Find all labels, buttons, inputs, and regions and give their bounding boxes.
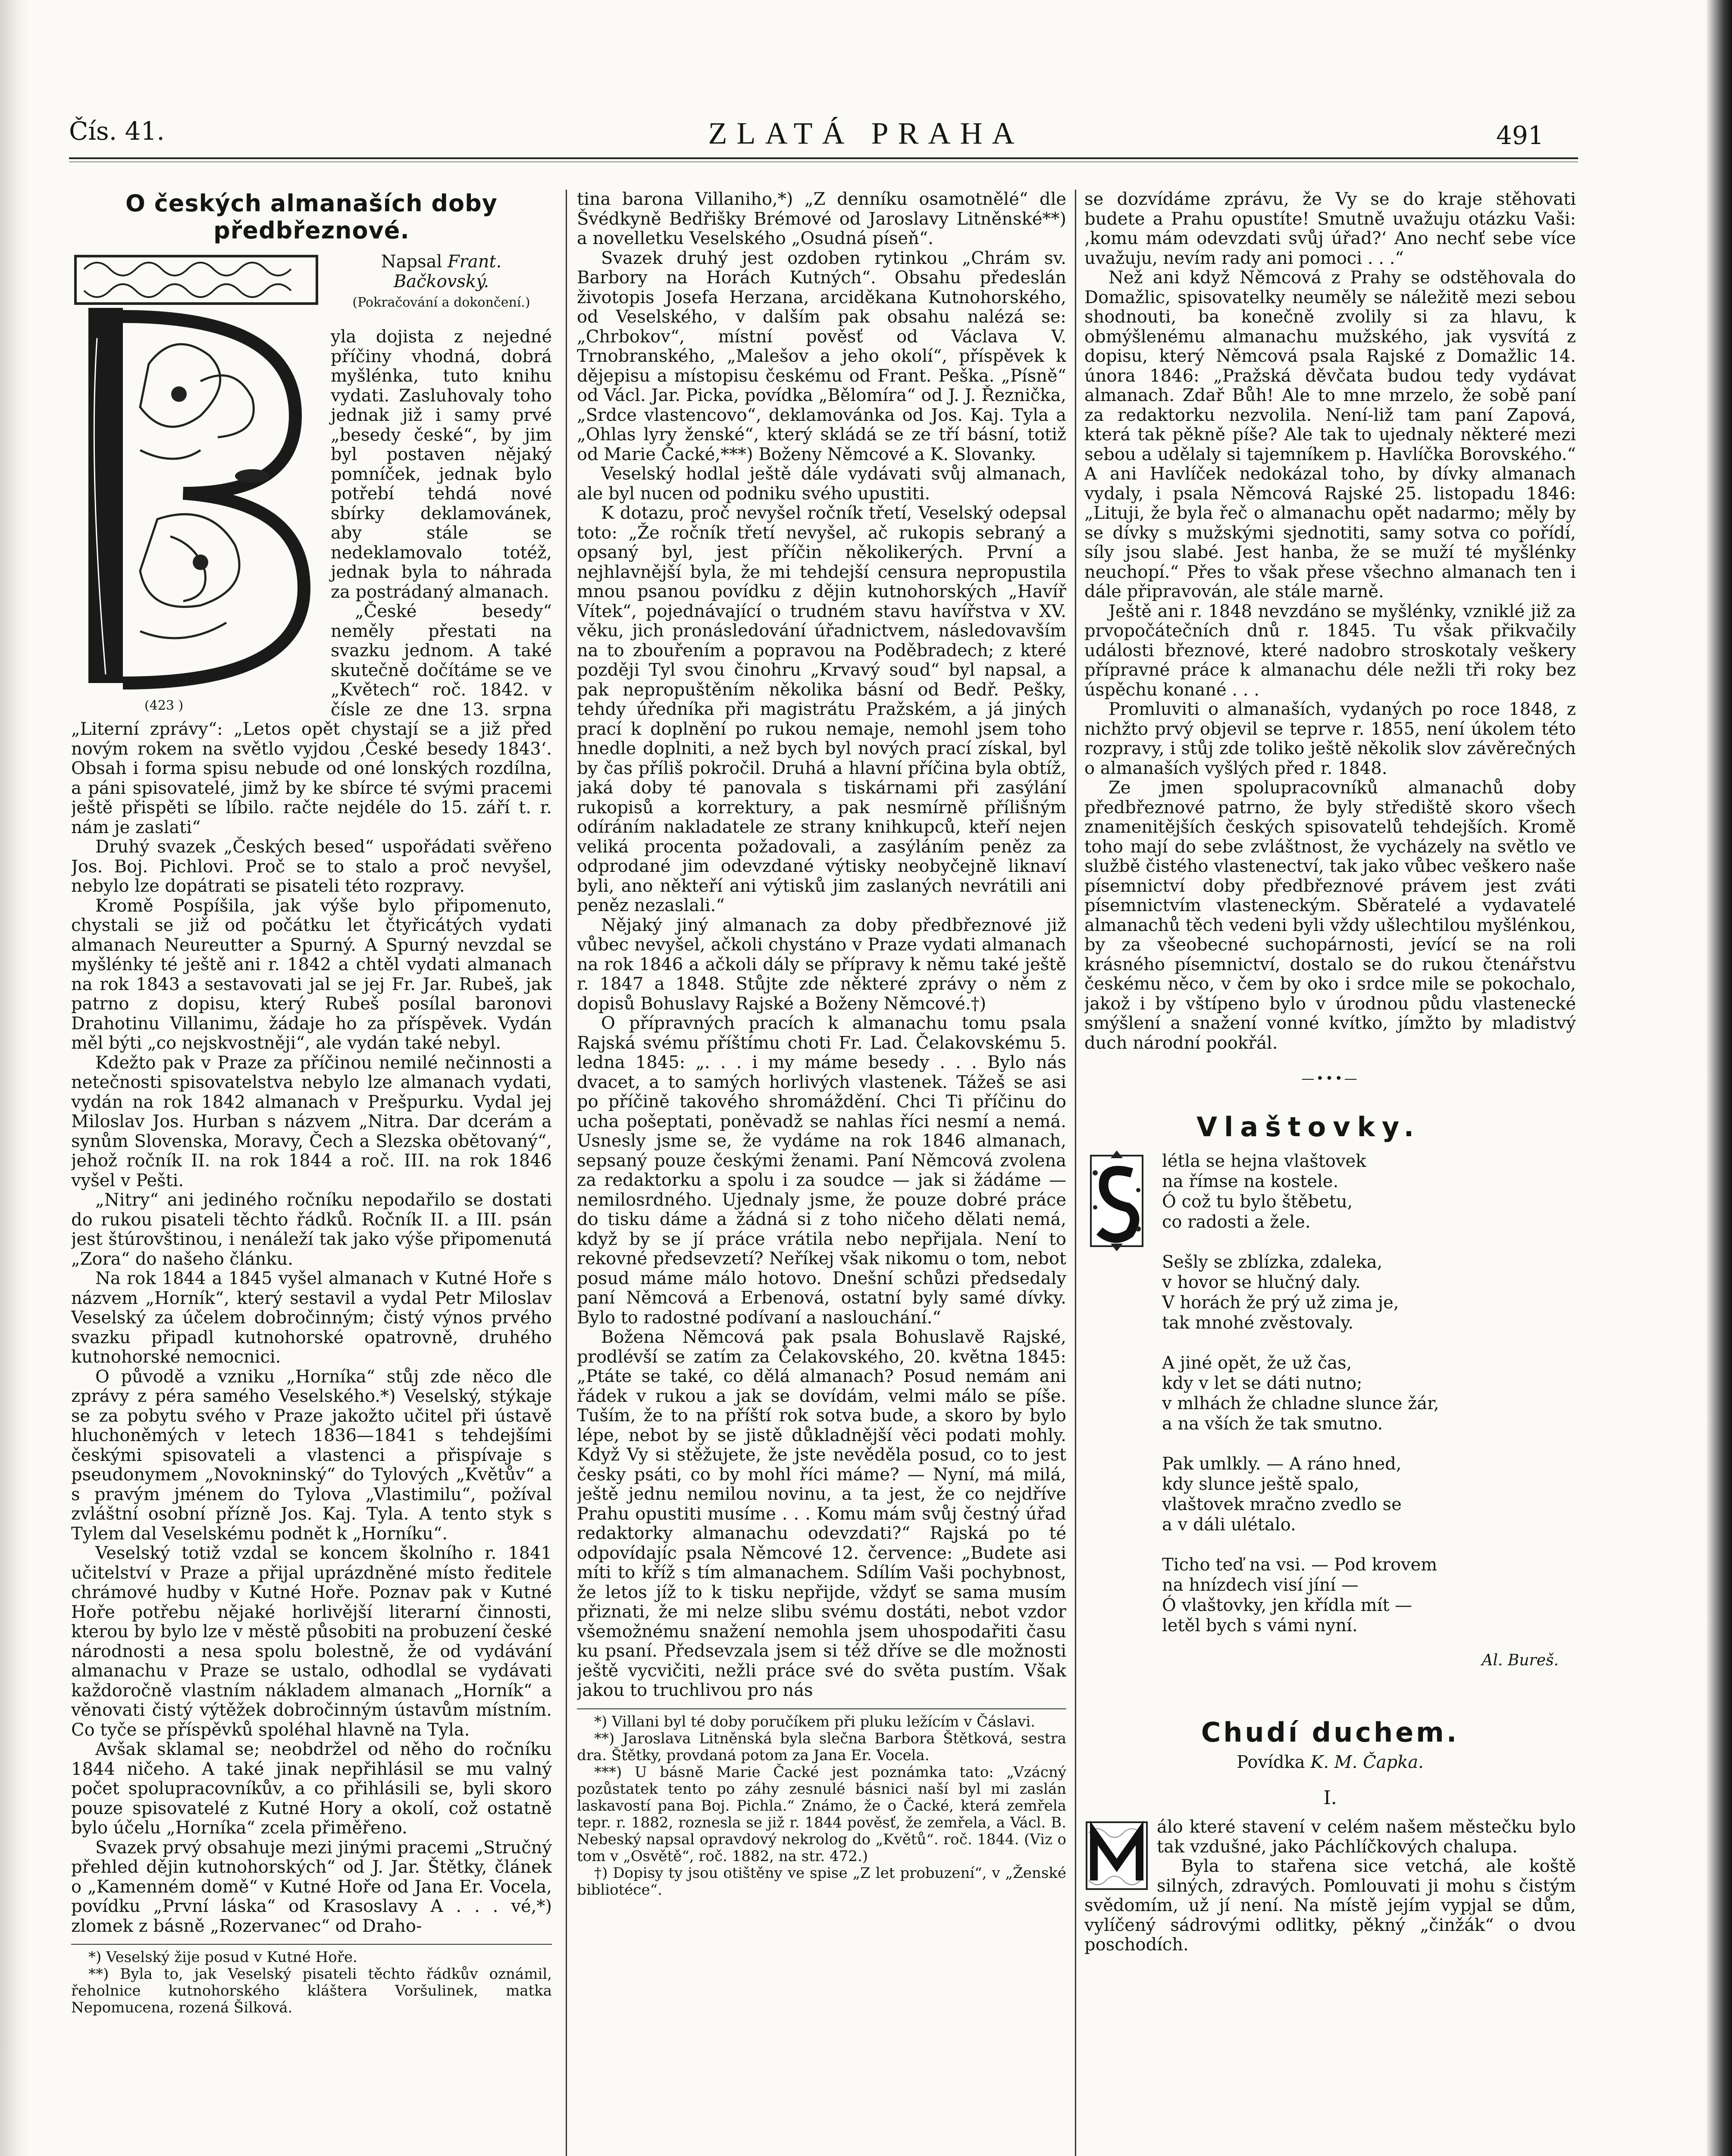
poem-line: A jiné opět, že už čas, [1162, 1353, 1352, 1373]
article-body-col3 [1084, 190, 1576, 1053]
footnote: *) Villani byl té doby poručíkem při pluku ležícím v Čáslavi. [594, 1713, 1035, 1730]
poem-line: v hovor se hlučný daly. [1162, 1272, 1361, 1292]
poem-line: Pak umlkly. — A ráno hned, [1162, 1454, 1402, 1474]
poem-line: tak mnohé zvěstovaly. [1162, 1313, 1354, 1333]
poem-line: na hnízdech visí jíní — [1162, 1575, 1359, 1595]
paragraph: Ještě ani r. 1848 nevzdáno se myšlénky, vzniklé již za prvopočátečních dnů r. 1845. Tu však přikvačily události březnové, které nadobro stroskotaly veškery přípravné práce k almanachu déle nežli tři roky bez úspěchu konané . . . [1084, 601, 1576, 700]
issue-number: Čís. 41. [69, 116, 165, 146]
decorative-initial-b [71, 252, 321, 713]
continuation-note: (Pokračování a dokončení.) [352, 295, 530, 310]
column-rule-2 [1075, 190, 1076, 2156]
poem-line: kdy v let se dáti nutno; [1162, 1373, 1362, 1393]
paragraph: Avšak sklamal se; neobdržel od něho do ročníku 1844 ničeho. A také jinak nepřihlásil se mu valný počet spolupracovníkův, a co přihlásili se, byli skoro pouze spisovatelé z Kutné Hory a okolí, což ostatně bylo účelu „Horníka“ zcela přiměřeno. [71, 1739, 552, 1838]
article-title: O českých almanaších doby předbřeznové. [125, 190, 498, 244]
paragraph: O přípravných pracích k almanachu tomu psala Rajská svému příštímu choti Fr. Lad. Čelakovskému 5. ledna 1845: „. . . i my máme besedy . . . Bylo nás dvacet, a to samých horlivých vlastenek. Tážeš se asi po příčině takového shromáždění. Chci Ti příčinu do ucha pošeptati, poněvadž se nahlas říci nesmí a nemá. Usnesly jsme se, že vydáme na rok 1846 almanach, sepsaný pouze českými ženami. Paní Němcová zvolena za redaktorku a spolu i za soudce — jak si žádáme — nemilosrdného. Ujednaly jsme, že pouze dobré práce do tisku dáme a žádná si z toho ničeho dělati nemá, když by se jí práce vrátila nebo nepřijala. Není to rekovné předsevzetí? Neříkej však nikomu o tom, nebot posud máme málo hotovo. Dnešní schůzi předsedaly paní Němcová a Erbenová, ostatní byly samé dívky. Bylo to radostné podívaní a naslouchání.“ [577, 1013, 1066, 1328]
poem-line: letěl bych s vámi nyní. [1162, 1616, 1358, 1636]
poem-stanza [1162, 1454, 1576, 1535]
article-author: Frant. Bačkovský. [393, 252, 502, 291]
paragraph: Promluviti o almanaších, vydaných po roce 1848, z nichžto prvý objevil se teprve r. 1855, není úkolem této rozpravy, i stůj zde toliko ještě několik slov závěrečných o almanaších vyšlých před r. 1848. [1084, 699, 1576, 778]
paragraph: Veselský totiž vzdal se koncem školního r. 1841 učitelství v Praze a přijal uprázdněné místo ředitele chrámové hudby v Kutné Hoře. Poznav pak v Kutné Hoře potřebu nějaké horlivější literarní činnosti, kterou by bylo lze v městě působiti na probuzení české národnosti a nesa spolu bolestně, že od vydávání almanachu v Praze se ustalo, odhodlal se vydávati každoročně vlastním nákladem almanach „Horník“ a věnovati čistý výtěžek dobročinným ústavům místním. Co tyče se příspěvků spoléhal hlavně na Tyla. [71, 1543, 552, 1740]
ornate-initial-m-icon [1084, 1820, 1149, 1891]
poem-line: Ó vlaštovky, jen křídla mít — [1162, 1595, 1413, 1615]
footnote: †) Dopisy ty jsou otištěny ve spise „Z let probuzení“, v „Ženské bibliotéce“. [577, 1864, 1066, 1899]
page-number: 491 [1496, 121, 1544, 150]
paragraph: Kdežto pak v Praze za příčinou nemilé nečinnosti a netečnosti spisovatelstva nebylo lze almanach vydati, vydán na rok 1842 almanach v Prešpurku. Vydal jej Miloslav Jos. Hurban s názvem „Nitra. Dar dcerám a synům Slovenska, Moravy, Čech a Slezska obětovaný“, jehož ročník II. na rok 1844 a roč. III. na rok 1846 vyšel v Pešti. [71, 1053, 552, 1191]
column-2 [577, 190, 1066, 2156]
poem-stanza [1162, 1252, 1576, 1333]
story-chapter-number: I. [1323, 1787, 1337, 1809]
footnotes-col1 [71, 1944, 552, 2016]
story-byline-prefix: Povídka [1237, 1752, 1305, 1772]
paragraph: Svazek druhý jest ozdoben rytinkou „Chrám sv. Barbory na Horách Kutných“. Obsahu předeslán životopis Josefa Herzana, arciděkana Kutnohorského, od Veselského, v dalším pak obsahu nalézá se: „Chrbokov“, místní pověsť od Václava V. Trnobranského, „Malešov a jeho okolí“, příspěvek k dějepisu a místopisu českému od Frant. Peška. „Písně“ od Václ. Jar. Picka, povídka „Bělomíra“ od J. J. Řeznička, „Srdce vlastencovo“, deklamovánka od Jos. Kaj. Tyla a „Ohlas lyry ženské“, který skládá se ze tří básní, totiž od Marie Čacké,***) Boženy Němcové a K. Slovanky. [577, 248, 1066, 464]
paragraph: Veselský hodlal ještě dále vydávati svůj almanach, ale byl nucen od podniku svého upustiti. [577, 464, 1066, 504]
paragraph: álo které stavení v celém našem městečku bylo tak vzdušné, jako Páchlíčkových chalupa. [1157, 1817, 1576, 1857]
poem-line: na římse na kostele. [1162, 1172, 1339, 1191]
article-body-col2 [577, 190, 1066, 1701]
footnotes-col2 [577, 1708, 1066, 1899]
paragraph: tina barona Villaniho,*) „Z denníku osamotnělé“ dle Švédkyně Bedřišky Brémové od Jaroslavy Litněnské**) a novelletku Veselského „Osudná píseň“. [577, 190, 1066, 248]
magazine-title: ZLATÁ PRAHA [708, 116, 1024, 150]
paragraph: se dozvídáme zprávu, že Vy se do kraje stěhovati budete a Prahu opustíte! Smutně uvažuju otázku Vaši: ‚komu mám odevzdati svůj úřad?‘ Ano nechť sebe více uvažuju, nevím rady ani pomoci . . .“ [1084, 190, 1576, 268]
paragraph: O původě a vzniku „Horníka“ stůj zde něco dle zprávy z péra samého Veselského.*) Veselský, stýkaje se za pobytu svého v Praze jakožto učitel při ústavě hluchoněmých v letech 1836—1841 s tehdejšími českými spisovateli a vlastenci a přispívaje s pseudonymem „Novokninský“ do Tylových „Květův“ a s pravým jménem do Tylova „Vlastimilu“, požíval zvláštní osobní přízně Jos. Kaj. Tyla. A tento styk s Tylem dal Veselskému podnět k „Horníku“. [71, 1366, 552, 1544]
footnote: **) Byla to, jak Veselský pisateli těchto řádkův oznámil, řeholnice kutnohorského kláštera Voršulinek, matka Nepomucena, rozená Šilková. [71, 1965, 552, 2016]
poem-stanza [1162, 1555, 1576, 1636]
poem-body [1162, 1151, 1576, 1636]
paragraph: Božena Němcová pak psala Bohuslavě Rajské, prodlévší se zatím za Čelakovského, 20. května 1845: „Ptáte se také, co dělá almanach? Posud nemám ani řádek v rukou a jak se dovídám, velmi málo se píše. Tuším, že to na příští rok sotva bude, a skoro by bylo lépe, nebot by se jistě důkladnější věci podati mohly. Když Vy si stěžujete, že jste nevěděla posud, co to jest česky psáti, co by mohl říci máme? — Nyní, má milá, ještě jednu nemilou novinu, a ta jest, že co nejdříve Prahu opustiti musíme . . . Komu mám svůj čestný úřad redaktorky almanachu odevzdati?“ Rajská po té odpovídajíc psala Němcové 12. července: „Budete asi míti to kříž s tím almanachem. Sdílím Vaši pochybnost, že letos jíž to k tisku nepřijde, vždyť se sama musím přiznati, že mi nelze slibu svému dostáti, nebot vzdor všemožnému snažení nemohla jsem uhospodařiti času ku psaní. Předsevzala jsem si též dříve se dle možnosti ještě vycvičiti, nežli práce své do světa pustím. Však jakou to truchlivou pro nás [577, 1327, 1066, 1700]
story-byline [1084, 1752, 1576, 1772]
poem-line: co radosti a žele. [1162, 1212, 1311, 1232]
poem-line: a v dáli ulétalo. [1162, 1515, 1296, 1535]
ornate-initial-s-icon [1084, 1147, 1149, 1255]
footnote: **) Jaroslava Litněnská byla slečna Barbora Štětková, sestra dra. Štětky, provdaná potom za Jana Er. Vocela. [577, 1730, 1066, 1764]
poem-stanza [1162, 1151, 1576, 1232]
section-ornament: —•••— [1301, 1071, 1359, 1086]
paragraph: Byla to stařena sice vetchá, ale koště silných, zdravých. Pomlouvati ji mohu s čistým svědomím, už jí není. Na místě jejím vypjal se dům, vylíčený sádrovými odlitky, pěkný „činžák“ o dvou poschodích. [1084, 1856, 1576, 1955]
floral-initial-b-icon [71, 252, 321, 696]
paragraph: Svazek prvý obsahuje mezi jinými pracemi „Stručný přehled dějin kutnohorských“ od J. Jar. Štětky, článek o „Kamenném domě“ v Kutné Hoře od Jana Er. Vocela, povídku „První láska“ od Krasoslavy A . . . vé,*) zlomek z básně „Rozervanec“ od Draho- [71, 1837, 552, 1936]
column-rule-1 [566, 190, 567, 2156]
story-body [1084, 1818, 1576, 1955]
poem-line: létla se hejna vlaštovek [1162, 1151, 1366, 1171]
poem-title: Vlaštovky. [1196, 1111, 1421, 1143]
poem-line: Ó což tu bylo štěbetu, [1162, 1192, 1353, 1212]
page-spine-shadow [0, 0, 30, 2156]
poem-line: kdy slunce ještě spalo, [1162, 1474, 1359, 1494]
poem-author: Al. Bureš. [1481, 1651, 1559, 1669]
column-3 [1084, 190, 1576, 2156]
paragraph: Na rok 1844 a 1845 vyšel almanach v Kutné Hoře s názvem „Horník“, který sestavil a vydal Petr Miloslav Veselský za účelem dobročinným; čistý výnos prvého svazku připadl kutnohorské opatrovně, druhého kutnohorské nemocnici. [71, 1269, 552, 1367]
footnote: ***) U básně Marie Čacké jest poznámka tato: „Vzácný pozůstatek tento po záhy zesnulé básnici naší byl mi zaslán laskavostí pana Boj. Pichla.“ Známo, že o Čacké, která zemřela tepr. r. 1882, roznesla se již r. 1844 pověsť, že zemřela, a Václ. B. Nebeský napsal opravdový nekrolog do „Květů“. roč. 1844. (Viz o tom v „Osvětě“, roč. 1882, na str. 472.) [577, 1763, 1066, 1865]
poem-line: V horách že prý už zima je, [1162, 1293, 1399, 1313]
byline-prefix: Napsal [381, 252, 442, 272]
paragraph: yla dojista z nejedné příčiny vhodná, dobrá myšlénka, tuto knihu vydati. Zasluhovaly toho jednak již i samy prvé „besedy české“, by jim byl postaven nějaký pomníček, jednak bylo potřebí tehdá nové sbírky deklamovánek, aby stále se nedeklamovalo totéž, jednak byla to náhrada za postrádaný almanach. [331, 327, 552, 602]
paragraph: Než ani když Němcová z Prahy se odstěhovala do Domažlic, spisovatelky neuměly se náležitě mezi sebou shodnouti, ba konečně zvolily si za hlavu, k obmýšlenému almanachu mužského, jak vysvítá z dopisu, který Němcová psala Rajské z Domažlic 14. února 1846: „Pražská děvčata budou tedy vydávat almanach. Zdař Bůh! Ale to mne mrzelo, že sobě paní za redaktorku nezvolila. Není-liž tam paní Zapová, která tak pěkně píše? Ale tak to ujednaly některé mezi sebou a udělaly si tajemníkem p. Havlíčka Borovského.“ A ani Havlíček nedokázal toho, by dívky almanach vydaly, i psala Němcová Rajské 25. listopadu 1846: „Lituji, že byla řeč o almanachu opět nadarmo; měly by se dívky s mužskými sjednotiti, samy sotva co pořídí, síly jsou slabé. Jest hanba, že se muží té myšlénky neuchopí.“ Přes to však přese všechno almanach ten i dále připravován, ale stále marně. [1084, 268, 1576, 602]
poem-line: Sešly se zblízka, zdaleka, [1162, 1252, 1383, 1272]
paragraph: Druhý svazek „Českých besed“ uspořádati svěřeno Jos. Boj. Pichlovi. Proč se to stalo a proč nevyšel, nebylo lze dopátrati se pisateli této rozpravy. [71, 837, 552, 896]
footnote: *) Veselský žije posud v Kutné Hoře. [88, 1949, 357, 1966]
poem-line: v mlhách že chladne slunce žár, [1162, 1394, 1439, 1413]
poem-line: Ticho teď na vsi. — Pod krovem [1162, 1555, 1438, 1575]
header-rule [69, 157, 1578, 162]
poem-line: vlaštovek mračno zvedlo se [1162, 1495, 1402, 1514]
paragraph: K dotazu, proč nevyšel ročník třetí, Veselský odepsal toto: „Že ročník třetí nevyšel, ač rukopis sebraný a opsaný byl, jest příčin několikerých. První a nejhlavnější byla, že mi tehdejší censura nepropustila mnou psanou povídku z dějin kutnohorských „Havíř Vítek“, pojednávající o trudném stavu havířstva v XV. věku, jich pronásledování úřadnictvem, následovavším na to zbouřením a popravou na Poděbradech; z které později Tyl svou činohru „Krvavý soud“ byl napsal, a pak nepropuštěním několika básní od Bedř. Pešky, tehdy úředníka při magistrátu Pražském, a já jiných prací k doplnění po rukou nemaje, nemohl jsem toho hnedle doplniti, a než bych byl nových prací získal, byl by čas příliš pokročil. Druhá a hlavní příčina byla obtíž, jaká doby té panovala s tiskárnami při zasýlání rukopisů a korrektury, a pak nesmírně přílišným odíráním nakladatele ze strany knihkupců, kteří nejen veliká procenta požadovali, a zasýláním peněz za odprodané jim odevzdané výtisky neobyčejně liknaví byli, ano někteří ani výtisků jim zaslaných nevrátili ani peněz nezaslali.“ [577, 503, 1066, 915]
paragraph: „Nitry“ ani jediného ročníku nepodařilo se dostati do rukou pisateli těchto řádků. Ročník II. a III. psán jest štúrovštinou, i nenáleží tak jako výše připomenutá „Zora“ do našeho článku. [71, 1190, 552, 1269]
paragraph: „České besedy“ neměly přestati na svazku jednom. A také skutečně dočítáme se ve „Květech“ roč. 1842. v čísle ze dne 13. srpna „Literní zprávy“: „Letos opět chystají se a již před novým rokem na světlo vyjdou ‚České besedy 1843‘. Obsah i forma spisu nebude od oné lonských rozdílna, a páni spisovatelé, jimž by ke sbírce té svými pracemi ještě přispěti se líbilo. račte nejdéle do 15. září t. r. nám je zaslati“ [71, 602, 552, 837]
paragraph: Ze jmen spolupracovníků almanachů doby předbřeznové patrno, že byly střediště skoro všech znamenitějších českých spisovatelů tehdejších. Kromě toho mají do sebe zvláštnost, že vycházely na světlo ve službě čistého vlastenectví, tak jako vůbec veškero naše písemnictví doby předbřeznové právem jest zváti písemnictvím vlasteneckým. Sběratelé a vydavatelé almanachů těch vedeni byli vždy ušlechtilou myšlénkou, by za všeobecné suchopárnosti, jevící se na roli krásného písemnictví, dostalo se do rukou čtenářstvu českému něco, v čem by oko i srdce mile se pokochalo, jakož i by vštípeno bylo v úrodnou půdu vlastenecké smýšlení a snažení vonné kvítko, jímžto by mladistvý duch národní pookřál. [1084, 778, 1576, 1053]
paragraph: Nějaký jiný almanach za doby předbřeznové již vůbec nevyšel, ačkoli chystáno v Praze vydati almanach na rok 1846 a ačkoli dály se přípravy k němu také ještě r. 1847 a 1848. Stůjte zde některé zprávy o něm z dopisů Bohuslavy Rajské a Boženy Němcové.†) [577, 915, 1066, 1014]
paragraph: Kromě Pospíšila, jak výše bylo připomenuto, chystali se již od počátku let čtyřicátých vydati almanach Neureutter a Spurný. A Spurný nevzdal se myšlénky té ještě ani r. 1842 a chtěl vydati almanach na rok 1843 a sestavovati jal se jej Fr. Jar. Rubeš, jak patrno z dopisu, který Rubeš posílal baronovi Drahotinu Villanimu, žádaje ho za příspěvek. Vydán měl býti „co nejskvostněji“, ale vydán také nebyl. [71, 896, 552, 1053]
poem-line: a na vších že tak smutno. [1162, 1414, 1383, 1434]
story-title: Chudí duchem. [1201, 1717, 1460, 1748]
figure-number: (423 ) [144, 698, 184, 713]
poem-stanza [1162, 1353, 1576, 1434]
page-right-edge [1706, 0, 1732, 2156]
story-author: K. M. Čapka. [1310, 1752, 1424, 1772]
column-1 [71, 190, 552, 2156]
